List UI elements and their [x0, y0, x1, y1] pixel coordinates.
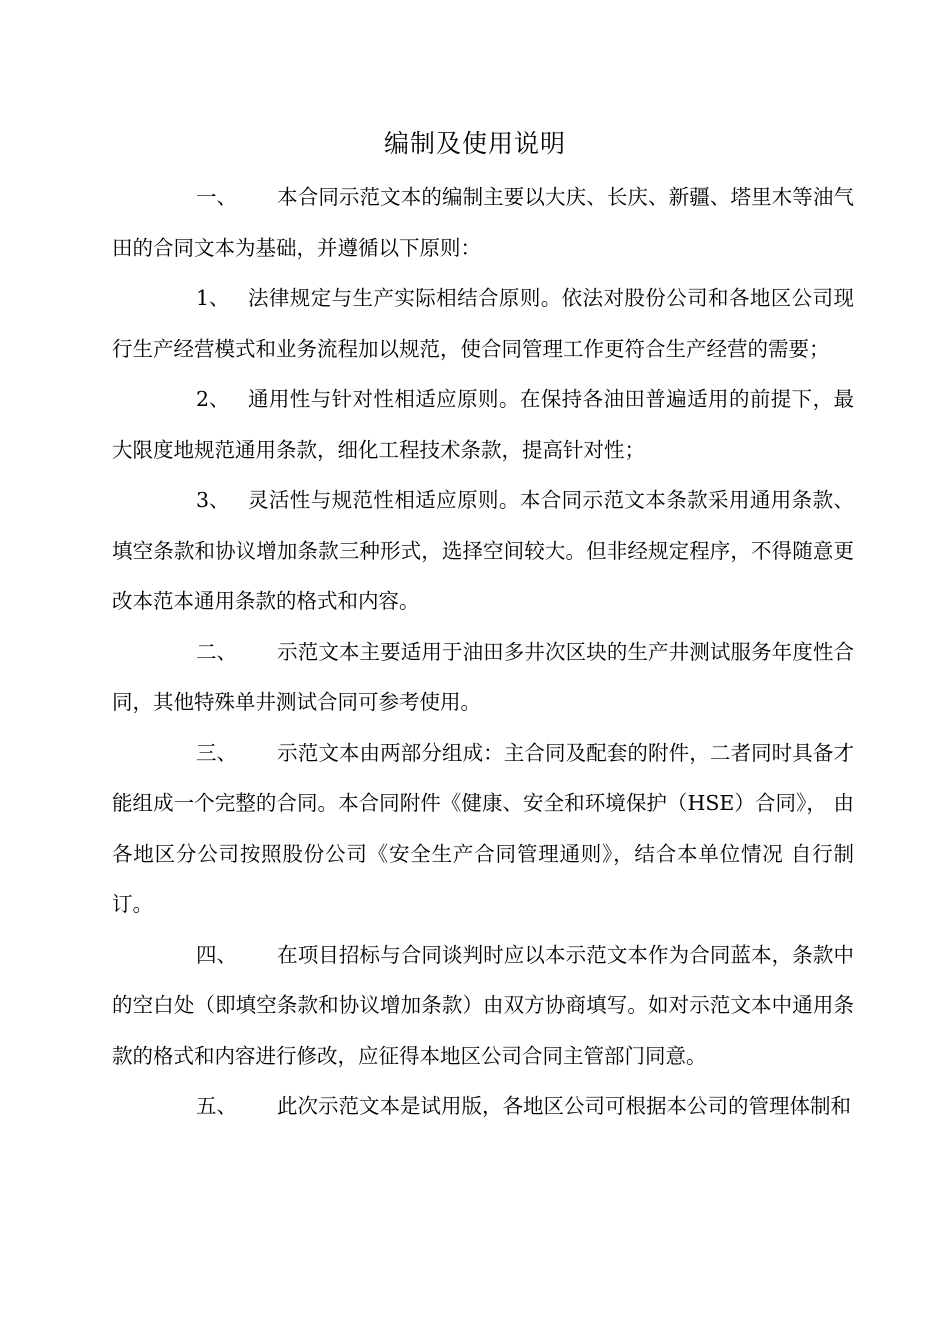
paragraph-principle-1: [112, 273, 854, 374]
paragraph-principle-2: [112, 374, 854, 475]
paragraph-number: 四、: [196, 942, 237, 967]
paragraph-5: [112, 1081, 854, 1132]
paragraph-number: 三、: [196, 740, 237, 765]
paragraph-4: [112, 930, 854, 1082]
paragraph-number: 3、: [196, 488, 230, 512]
paragraph-text: 示范文本由两部分组成：主合同及配套的附件，二者同时具备才能组成一个完整的合同。本合同附件《健康、安全和环境保护（HSE）合同》， 由各地区分公司按照股份公司《安全生产合同管理通则》，结合本单位情况 自行制订。: [112, 740, 854, 916]
paragraph-text: 示范文本主要适用于油田多井次区块的生产井测试服务年度性合同，其他特殊单井测试合同可参考使用。: [112, 639, 854, 714]
paragraph-principle-3: [112, 475, 854, 627]
paragraph-1: [112, 172, 854, 273]
paragraph-number: 五、: [196, 1094, 237, 1118]
paragraph-2: [112, 627, 854, 728]
paragraph-text: 此次示范文本是试用版，各地区公司可根据本公司的管理体制和: [277, 1094, 851, 1118]
paragraph-3: [112, 728, 854, 930]
document-body: [112, 172, 854, 1132]
paragraph-text: 在项目招标与合同谈判时应以本示范文本作为合同蓝本，条款中的空白处（即填空条款和协议增加条款）由双方协商填写。如对示范文本中通用条款的格式和内容进行修改，应征得本地区公司合同主管部门同意。: [112, 942, 854, 1068]
paragraph-text: 法律规定与生产实际相结合原则。依法对股份公司和各地区公司现行生产经营模式和业务流程加以规范，使合同管理工作更符合生产经营的需要；: [112, 286, 854, 361]
document-title: 编制及使用说明: [383, 129, 566, 158]
paragraph-text: 通用性与针对性相适应原则。在保持各油田普遍适用的前提下，最大限度地规范通用条款，细化工程技术条款，提高针对性；: [112, 387, 854, 462]
paragraph-number: 1、: [196, 286, 230, 310]
paragraph-number: 二、: [196, 639, 237, 664]
paragraph-text: 灵活性与规范性相适应原则。本合同示范文本条款采用通用条款、填空条款和协议增加条款三种形式，选择空间较大。但非经规定程序，不得随意更改本范本通用条款的格式和内容。: [112, 488, 854, 613]
paragraph-number: 一、: [196, 185, 237, 209]
paragraph-number: 2、: [196, 387, 230, 411]
paragraph-text: 本合同示范文本的编制主要以大庆、长庆、新疆、塔里木等油气田的合同文本为基础，并遵循以下原则：: [112, 185, 854, 260]
